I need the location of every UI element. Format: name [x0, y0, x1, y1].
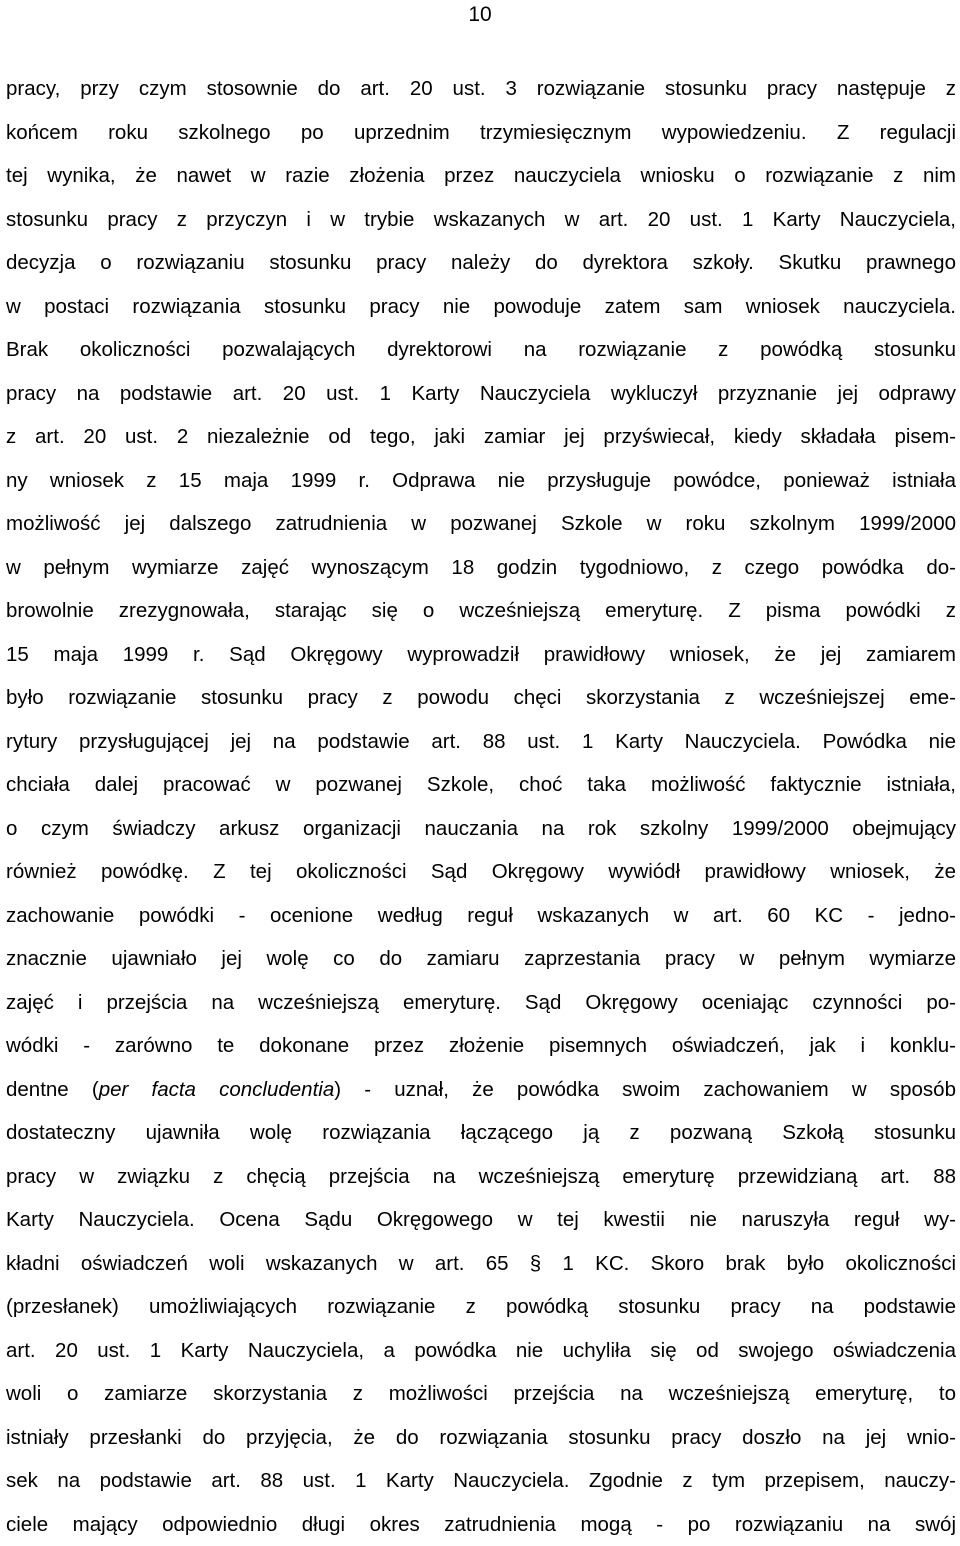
- text-line: wódki - zarówno te dokonane przez złożenie pisemnych oświadczeń, jak i konklu-: [6, 1024, 956, 1068]
- text-line: zachowanie powódki - ocenione według reguł wskazanych w art. 60 KC - jedno-: [6, 894, 956, 938]
- text-line: Karty Nauczyciela. Ocena Sądu Okręgowego w tej kwestii nie naruszyła reguł wy-: [6, 1198, 956, 1242]
- text-line: rytury przysługującej jej na podstawie art. 88 ust. 1 Karty Nauczyciela. Powódka nie: [6, 720, 956, 764]
- text-line: pracy na podstawie art. 20 ust. 1 Karty Nauczyciela wykluczył przyznanie jej odprawy: [6, 372, 956, 416]
- text-line: decyzja o rozwiązaniu stosunku pracy należy do dyrektora szkoły. Skutku prawnego: [6, 241, 956, 285]
- text-line: stosunku pracy z przyczyn i w trybie wskazanych w art. 20 ust. 1 Karty Nauczyciela,: [6, 198, 956, 242]
- text-line: woli o zamiarze skorzystania z możliwości przejścia na wcześniejszą emeryturę, to: [6, 1372, 956, 1416]
- italic-phrase: per facta concludentia: [99, 1078, 335, 1101]
- text-line: z art. 20 ust. 2 niezależnie od tego, jaki zamiar jej przyświecał, kiedy składała pisem-: [6, 415, 956, 459]
- text-line: pracy w związku z chęcią przejścia na wcześniejszą emeryturę przewidzianą art. 88: [6, 1155, 956, 1199]
- text-line: końcem roku szkolnego po uprzednim trzymiesięcznym wypowiedzeniu. Z regulacji: [6, 111, 956, 155]
- page-number: 10: [0, 2, 960, 28]
- text-line: ciele mający odpowiednio długi okres zatrudnienia mogą - po rozwiązaniu na swój: [6, 1503, 956, 1546]
- text-line: możliwość jej dalszego zatrudnienia w pozwanej Szkole w roku szkolnym 1999/2000: [6, 502, 956, 546]
- text-line: (przesłanek) umożliwiających rozwiązanie z powódką stosunku pracy na podstawie: [6, 1285, 956, 1329]
- text-line: pracy, przy czym stosownie do art. 20 ust. 3 rozwiązanie stosunku pracy następuje z: [6, 67, 956, 111]
- text-line: chciała dalej pracować w pozwanej Szkole, choć taka możliwość faktycznie istniała,: [6, 763, 956, 807]
- text-segment: dentne (: [6, 1078, 99, 1101]
- text-line: istniały przesłanki do przyjęcia, że do rozwiązania stosunku pracy doszło na jej wnio-: [6, 1416, 956, 1460]
- text-line: art. 20 ust. 1 Karty Nauczyciela, a powódka nie uchyliła się od swojego oświadczenia: [6, 1329, 956, 1373]
- text-line: tej wynika, że nawet w razie złożenia przez nauczyciela wniosku o rozwiązanie z nim: [6, 154, 956, 198]
- text-line: zajęć i przejścia na wcześniejszą emeryturę. Sąd Okręgowy oceniając czynności po-: [6, 981, 956, 1025]
- text-line: 15 maja 1999 r. Sąd Okręgowy wyprowadził prawidłowy wniosek, że jej zamiarem: [6, 633, 956, 677]
- text-line: było rozwiązanie stosunku pracy z powodu chęci skorzystania z wcześniejszej eme-: [6, 676, 956, 720]
- text-line: w pełnym wymiarze zajęć wynoszącym 18 godzin tygodniowo, z czego powódka do-: [6, 546, 956, 590]
- text-line: również powódkę. Z tej okoliczności Sąd Okręgowy wywiódł prawidłowy wniosek, że: [6, 850, 956, 894]
- text-line: o czym świadczy arkusz organizacji nauczania na rok szkolny 1999/2000 obejmujący: [6, 807, 956, 851]
- body-text: [6, 67, 956, 1546]
- text-line: kładni oświadczeń woli wskazanych w art. 65 § 1 KC. Skoro brak było okoliczności: [6, 1242, 956, 1286]
- text-line: Brak okoliczności pozwalających dyrektorowi na rozwiązanie z powódką stosunku: [6, 328, 956, 372]
- text-line: [6, 1068, 956, 1112]
- text-line: znacznie ujawniało jej wolę co do zamiaru zaprzestania pracy w pełnym wymiarze: [6, 937, 956, 981]
- text-line: w postaci rozwiązania stosunku pracy nie powoduje zatem sam wniosek nauczyciela.: [6, 285, 956, 329]
- text-line: ny wniosek z 15 maja 1999 r. Odprawa nie przysługuje powódce, ponieważ istniała: [6, 459, 956, 503]
- text-segment: ) - uznał, że powódka swoim zachowaniem w sposób: [334, 1078, 956, 1101]
- text-line: browolnie zrezygnowała, starając się o wcześniejszą emeryturę. Z pisma powódki z: [6, 589, 956, 633]
- text-line: dostateczny ujawniła wolę rozwiązania łączącego ją z pozwaną Szkołą stosunku: [6, 1111, 956, 1155]
- text-line: sek na podstawie art. 88 ust. 1 Karty Nauczyciela. Zgodnie z tym przepisem, nauczy-: [6, 1459, 956, 1503]
